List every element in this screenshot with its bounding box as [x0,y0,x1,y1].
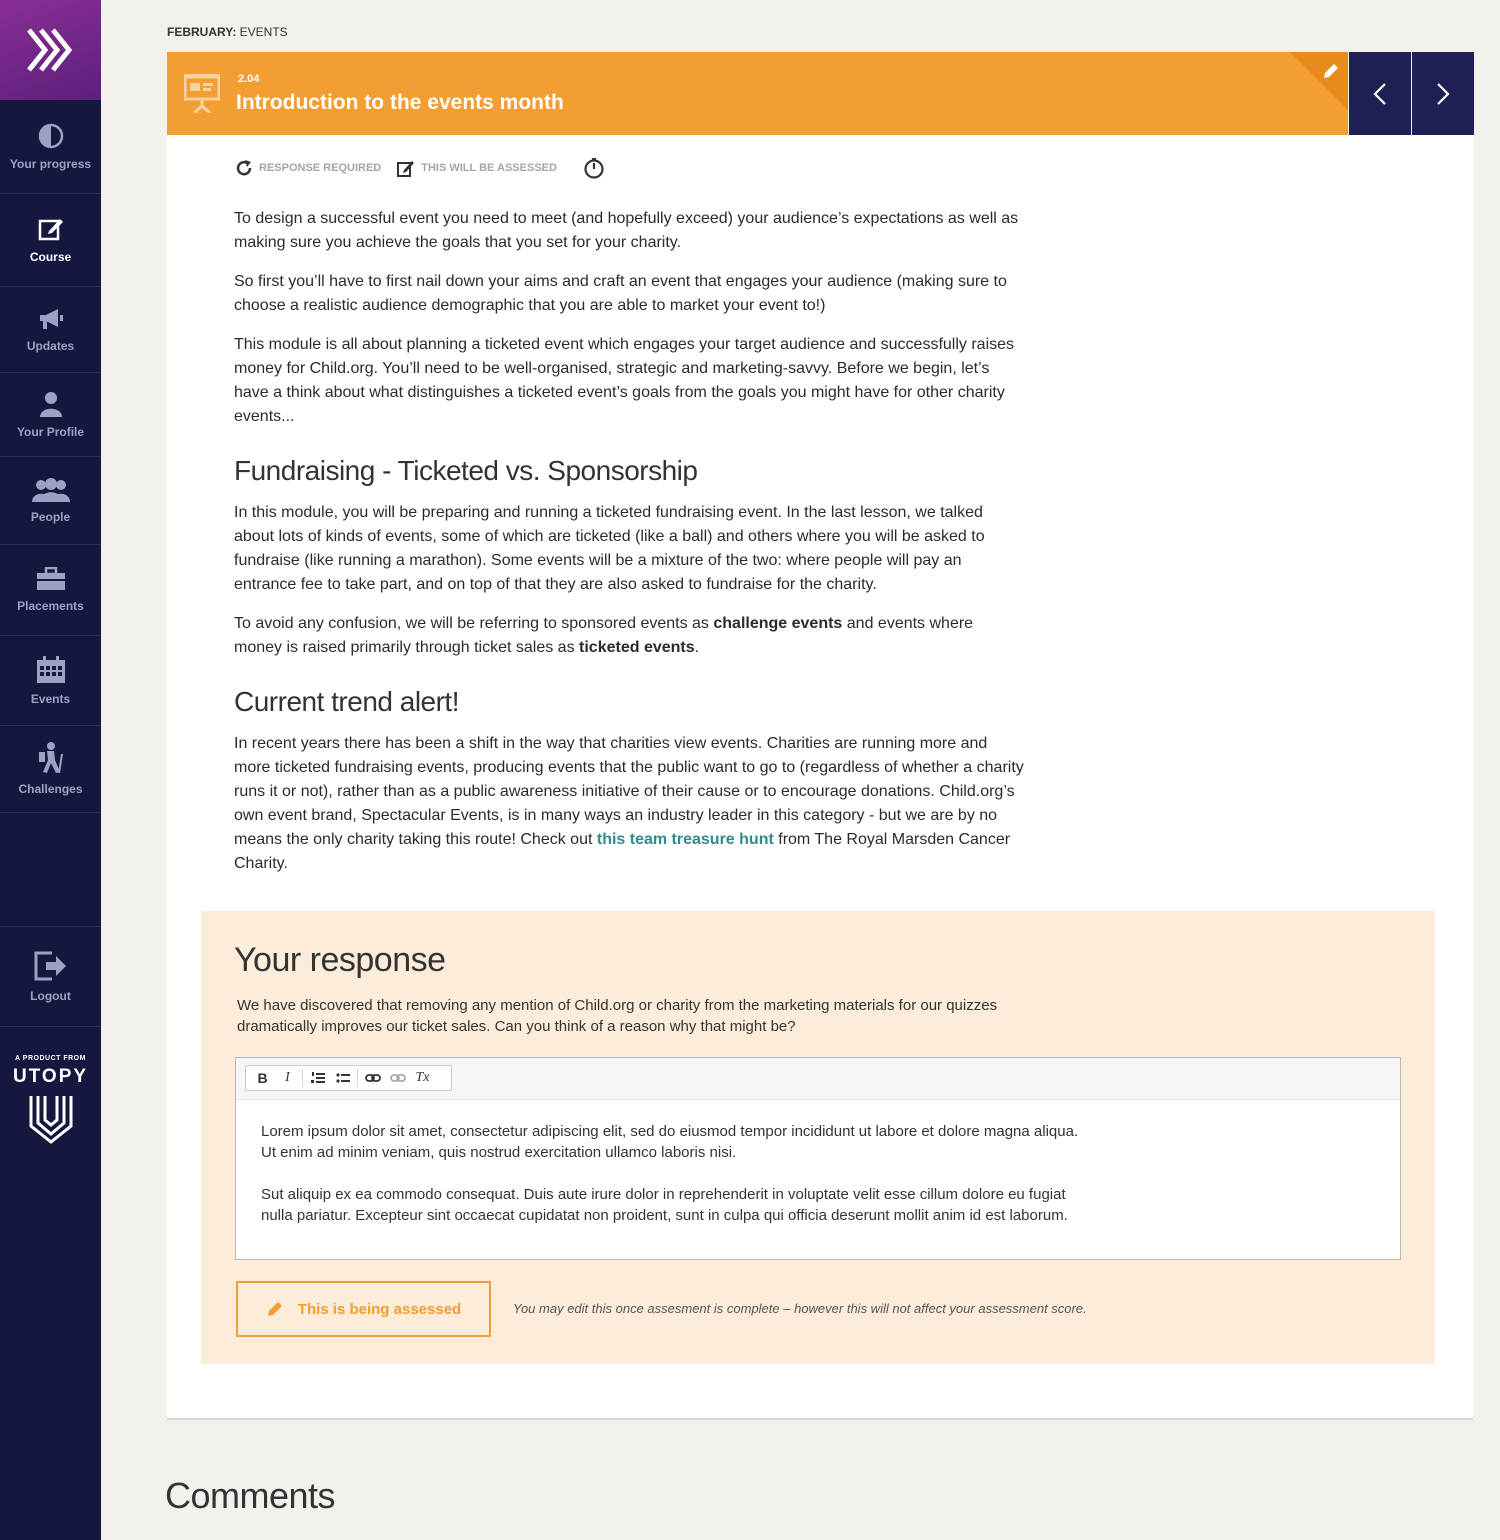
breadcrumb-month[interactable]: FEBRUARY: [167,25,237,39]
text: In recent years there has been a shift in the way that charities view events. Charities are running more and more ticketed fundraising events, producing events that the public want to go to (regardless of whether a charity runs it or not), rather than as a public awareness initiative of their cause or to encourage donations. Child.org’s own event brand, Spectacular Events, is in many ways an industry leader in this category - but we are by no means the only charity taking this route! Check out [234,735,1024,848]
sidebar-item-events[interactable] [0,636,101,726]
section-heading: Current trend alert! [234,686,459,717]
assessed-tag [397,159,557,177]
sidebar-item-logout[interactable] [0,926,101,1027]
toolbar-separator [302,1069,303,1087]
sidebar-item-label: Challenges [18,782,83,796]
sidebar-item-course[interactable] [0,194,101,287]
timer-icon [583,157,605,179]
briefcase-icon [36,567,66,591]
sidebar [0,0,101,1540]
numbered-list-icon [311,1072,325,1084]
sidebar-item-label: Your progress [9,156,92,171]
sidebar-item-label: People [30,509,71,524]
progress-icon [38,123,64,149]
breadcrumb-section[interactable]: EVENTS [236,25,288,39]
unlink-button[interactable] [385,1067,410,1089]
paragraph: So first you’ll have to first nail down your aims and craft an event that engages your audience (making sure to choose a realistic audience demographic that you are able to market your event to!) [234,273,1007,314]
sidebar-item-label: Updates [26,338,75,353]
sidebar-item-challenges[interactable] [0,726,101,813]
lesson-content [234,207,1024,891]
paragraph: To design a successful event you need to meet (and hopefully exceed) your audience’s expectations as well as making sure you achieve the goals that you set for your charity. [234,210,1019,251]
clear-format-button[interactable] [410,1067,435,1089]
editor-button-group [245,1065,452,1091]
toolbar-separator [357,1069,358,1087]
sidebar-item-label: Logout [30,988,71,1003]
italic-button[interactable]: I [285,1070,290,1085]
link-button[interactable] [360,1067,385,1089]
link-icon [365,1073,381,1083]
lesson-title: Introduction to the events month [236,91,564,114]
answer-paragraph: Lorem ipsum dolor sit amet, consectetur adipiscing elit, sed do eiusmod tempor incididunt ut labore et dolore magna aliqua. Ut enim ad minim veniam, quis nostrud exercitation ullamco laboris nisi. [261,1123,1079,1161]
app-logo[interactable] [0,0,101,100]
chevron-left-icon [1373,82,1387,106]
brand-name: UTOPY [12,1066,89,1087]
bold-text: ticketed events [579,639,695,656]
bulleted-list-button[interactable] [330,1067,355,1089]
lesson-meta [235,157,627,179]
response-panel [201,911,1435,1364]
sidebar-item-updates[interactable] [0,287,101,373]
text: and events where money is raised primarily through ticket sales as [234,615,974,656]
sidebar-item-people[interactable] [0,457,101,545]
editor-toolbar [236,1058,1400,1100]
bold-text: challenge events [713,615,843,632]
text: . [694,639,700,656]
lesson-header [167,52,1348,135]
sidebar-item-label: Course [29,250,72,264]
sidebar-item-label: Your Profile [16,424,85,439]
hiker-icon [35,742,67,774]
paragraph: In this module, you will be preparing and running a ticketed fundraising event. In the last lesson, we talked about lots of kinds of events, some of which are ticketed (like a ball) and others where you will be asked to fundraise (like running a marathon). Some events will be a mixture of the two: where people will pay an entrance fee to take part, and on top of that they are also asked to fundraise for the charity. [234,504,985,593]
people-icon [31,478,71,502]
assessment-note: You may edit this once assesment is complete – however this will not affect your assessment score. [513,1301,1087,1316]
logout-icon [34,951,68,981]
response-question: We have discovered that removing any mention of Child.org or charity from the marketing materials for our quizzes dramatically improves our ticket sales. Can you think of a reason why that might be? [237,997,998,1035]
edit-icon [38,216,64,242]
sidebar-item-your-profile[interactable] [0,373,101,457]
edit-square-icon [397,159,415,177]
clear-format-label: Tx [415,1070,430,1085]
previous-lesson-button[interactable] [1349,52,1411,135]
rich-text-editor[interactable] [235,1057,1401,1260]
numbered-list-button[interactable] [305,1067,330,1089]
paragraph [234,732,1024,876]
response-required-tag [235,159,381,177]
brand-tagline: A PRODUCT FROM [15,1055,86,1062]
text: To avoid any confusion, we will be referring to sponsored events as [234,615,714,632]
assessed-label: THIS WILL BE ASSESSED [421,162,557,174]
editor-content[interactable] [261,1121,1091,1247]
utopy-brand [0,1055,101,1144]
response-title: Your response [234,941,446,979]
lesson-card [167,135,1473,1420]
bulleted-list-icon [336,1072,350,1084]
chevron-right-icon [1436,82,1450,106]
sidebar-item-label: Events [30,691,71,706]
chevrons-logo-icon [27,27,75,73]
answer-paragraph: Sut aliquip ex ea commodo consequat. Duis aute irure dolor in reprehenderit in voluptate velit esse cillum dolore eu fugiat nulla pariatur. Excepteur sint occaecat cupidatat non proident, sunt in culpa qui officia deserunt mollit anim id est laborum. [261,1186,1068,1224]
pencil-icon [266,1300,284,1318]
text: from The Royal Marsden Cancer Charity. [234,831,1011,872]
lesson-number: 2.04 [238,73,260,85]
user-icon [39,391,63,417]
breadcrumb [167,25,288,39]
edit-corner[interactable] [1290,52,1348,110]
sidebar-item-placements[interactable] [0,545,101,636]
paragraph [234,612,1024,660]
bold-button[interactable]: B [257,1070,268,1086]
paragraph: This module is all about planning a ticketed event which engages your target audience and successfully raises money for Child.org. You’ll need to be well-organised, strategic and marketing-savvy. Before we begin, let’s have a think about what distinguishes a ticketed event’s goals from the goals you might have for other charity events... [234,336,1015,425]
being-assessed-button[interactable] [236,1281,491,1337]
being-assessed-label: This is being assessed [297,1300,462,1318]
sidebar-item-label: Placements [17,599,84,613]
presentation-icon [184,73,220,113]
megaphone-icon [38,307,64,331]
section-heading: Fundraising - Ticketed vs. Sponsorship [234,455,698,486]
timer-tag [573,157,611,179]
next-lesson-button[interactable] [1412,52,1474,135]
response-required-label: RESPONSE REQUIRED [259,162,382,174]
refresh-icon [235,159,253,177]
utopy-u-logo-icon [29,1094,73,1144]
sidebar-item-your-progress[interactable] [0,100,101,194]
unlink-icon [390,1073,406,1083]
comments-heading: Comments [165,1475,336,1516]
pencil-icon[interactable] [1322,62,1340,80]
calendar-icon [36,656,66,684]
treasure-hunt-link[interactable]: this team treasure hunt [596,831,774,848]
